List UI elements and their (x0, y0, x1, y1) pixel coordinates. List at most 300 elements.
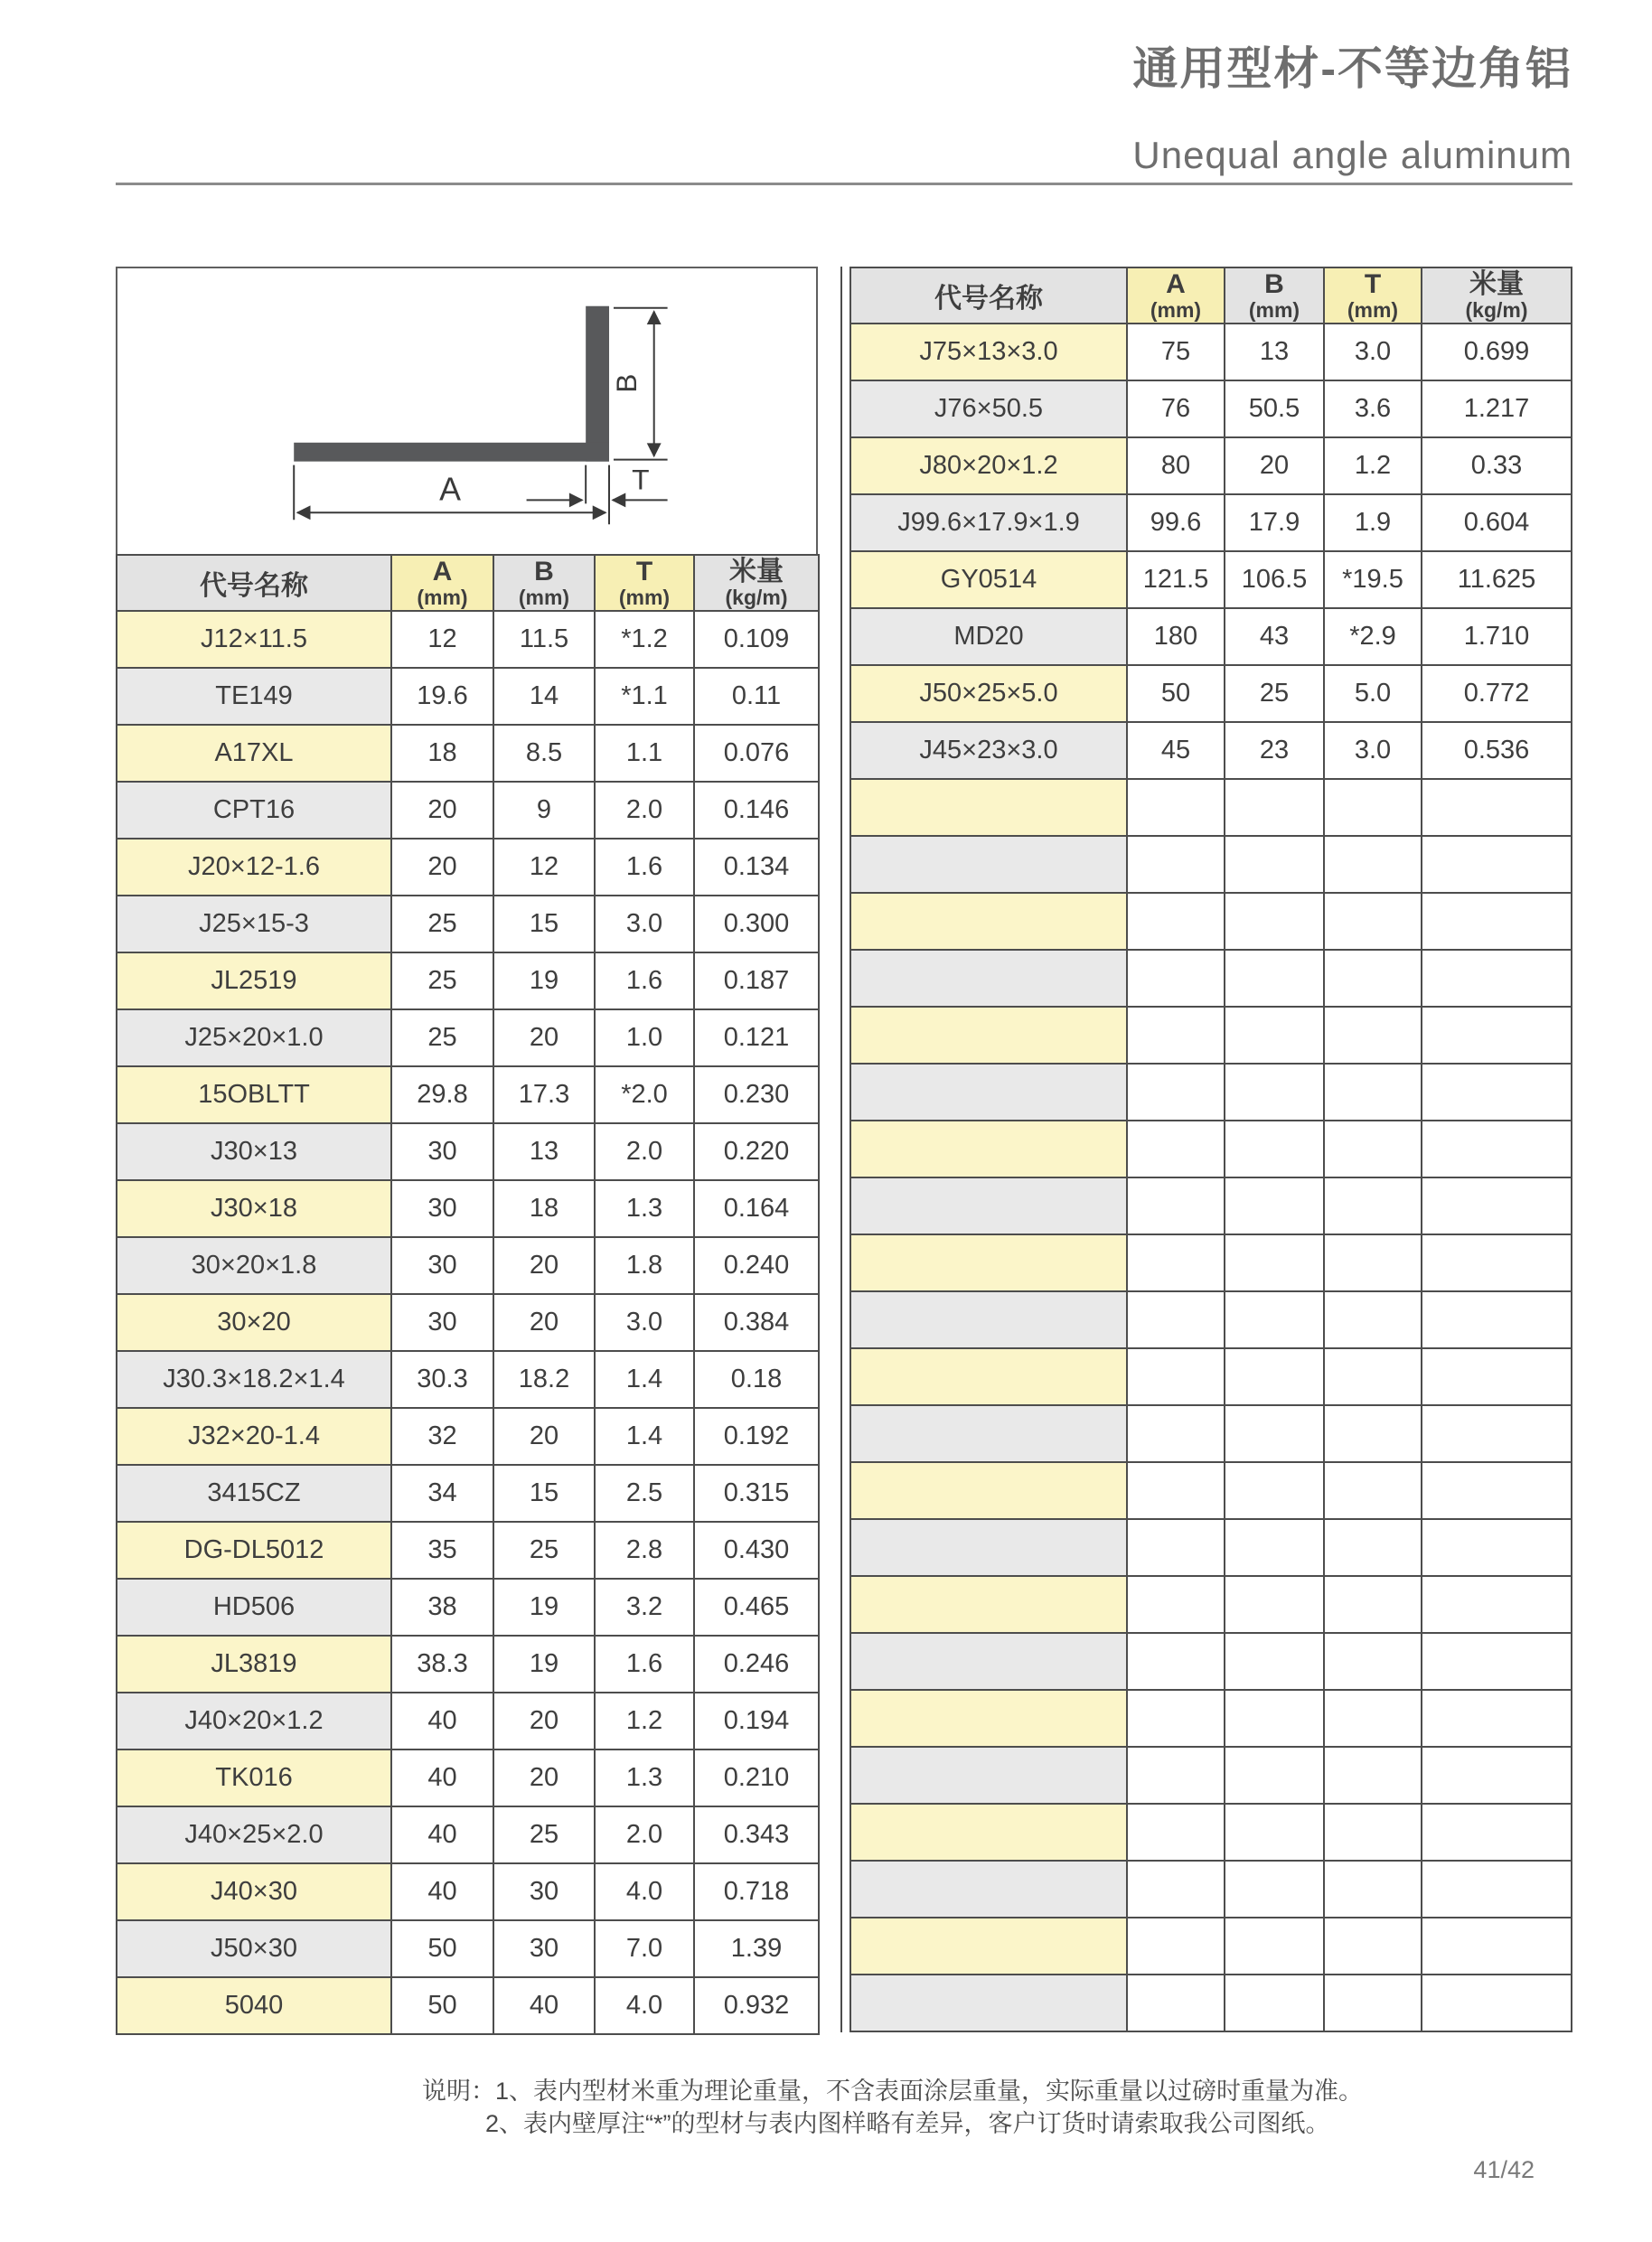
b-value-cell: 12 (493, 839, 595, 896)
a-value-cell: 38 (391, 1579, 493, 1636)
w-value-cell: 0.384 (694, 1294, 819, 1351)
a-value-cell: 180 (1127, 608, 1225, 665)
t-value-cell (1324, 1690, 1422, 1747)
t-value-cell (1324, 1462, 1422, 1519)
a-value-cell: 121.5 (1127, 551, 1225, 608)
a-value-cell: 34 (391, 1465, 493, 1522)
a-value-cell (1127, 1121, 1225, 1177)
profile-code-cell: 15OBLTT (117, 1066, 391, 1123)
table-row (850, 722, 1572, 779)
a-value-cell (1127, 1804, 1225, 1861)
a-value-cell: 30.3 (391, 1351, 493, 1408)
b-value-cell (1225, 836, 1324, 893)
t-value-cell (1324, 1405, 1422, 1462)
b-value-cell: 15 (493, 896, 595, 952)
w-value-cell: 0.121 (694, 1009, 819, 1066)
a-value-cell: 20 (391, 782, 493, 839)
w-value-cell: 0.076 (694, 725, 819, 782)
a-value-cell (1127, 1747, 1225, 1804)
b-value-cell: 20 (493, 1750, 595, 1806)
w-value-cell: 0.932 (694, 1977, 819, 2034)
b-value-cell (1225, 1064, 1324, 1121)
table-row (850, 836, 1572, 893)
table-row (117, 1408, 819, 1465)
w-value-cell (1422, 836, 1572, 893)
table-row (117, 1351, 819, 1408)
profile-code-cell: 3415CZ (117, 1465, 391, 1522)
column-header-name: 代号名称 (117, 555, 391, 611)
a-value-cell (1127, 893, 1225, 950)
profile-code-cell: DG-DL5012 (117, 1522, 391, 1579)
table-row (117, 1180, 819, 1237)
b-value-cell: 25 (493, 1806, 595, 1863)
t-value-cell: 4.0 (595, 1977, 694, 2034)
t-value-cell (1324, 1633, 1422, 1690)
profile-code-cell (850, 1121, 1127, 1177)
profile-code-cell (850, 779, 1127, 836)
profile-table-right (849, 267, 1572, 2032)
profile-code-cell: J40×20×1.2 (117, 1693, 391, 1750)
profile-diagram (116, 267, 818, 556)
t-value-cell (1324, 836, 1422, 893)
a-value-cell: 35 (391, 1522, 493, 1579)
profile-code-cell: J50×25×5.0 (850, 665, 1127, 722)
profile-code-cell (850, 836, 1127, 893)
a-value-cell (1127, 1007, 1225, 1064)
b-value-cell: 20 (493, 1237, 595, 1294)
profile-code-cell: CPT16 (117, 782, 391, 839)
t-value-cell (1324, 1348, 1422, 1405)
profile-code-cell: J20×12-1.6 (117, 839, 391, 896)
b-value-cell (1225, 1861, 1324, 1918)
w-value-cell (1422, 1121, 1572, 1177)
t-value-cell (1324, 1121, 1422, 1177)
b-value-cell: 9 (493, 782, 595, 839)
a-value-cell (1127, 1975, 1225, 2031)
w-value-cell (1422, 1804, 1572, 1861)
w-value-cell (1422, 1064, 1572, 1121)
a-value-cell (1127, 1861, 1225, 1918)
table-row (117, 1693, 819, 1750)
column-header-a: A (mm) (391, 555, 493, 611)
profile-horizontal-leg (294, 443, 609, 462)
a-value-cell: 30 (391, 1294, 493, 1351)
table-row (850, 324, 1572, 380)
w-value-cell: 0.230 (694, 1066, 819, 1123)
profile-code-cell (850, 1064, 1127, 1121)
table-header-row (850, 267, 1572, 324)
w-value-cell: 11.625 (1422, 551, 1572, 608)
a-value-cell: 25 (391, 952, 493, 1009)
profile-code-cell (850, 1177, 1127, 1234)
profile-code-cell (850, 1918, 1127, 1975)
table-row (850, 1007, 1572, 1064)
b-value-cell: 19 (493, 1579, 595, 1636)
table-row (850, 1975, 1572, 2031)
profile-code-cell: J30×18 (117, 1180, 391, 1237)
b-value-cell: 23 (1225, 722, 1324, 779)
a-value-cell: 99.6 (1127, 494, 1225, 551)
column-header-name: 代号名称 (850, 267, 1127, 324)
t-value-cell: 2.0 (595, 1123, 694, 1180)
table-row (117, 1066, 819, 1123)
w-value-cell: 0.699 (1422, 324, 1572, 380)
b-value-cell (1225, 1234, 1324, 1291)
a-value-cell: 80 (1127, 437, 1225, 494)
profile-code-cell (850, 1975, 1127, 2031)
w-value-cell: 1.710 (1422, 608, 1572, 665)
table-row (117, 1009, 819, 1066)
w-value-cell (1422, 1690, 1572, 1747)
profile-code-cell (850, 950, 1127, 1007)
table-row (850, 950, 1572, 1007)
t-value-cell: 7.0 (595, 1920, 694, 1977)
a-value-cell (1127, 1234, 1225, 1291)
w-value-cell (1422, 1861, 1572, 1918)
b-value-cell: 40 (493, 1977, 595, 2034)
note-line-1: 说明：1、表内型材米重为理论重量，不含表面涂层重量，实际重量以过磅时重量为准。 (422, 2078, 1364, 2105)
t-value-cell: 3.0 (595, 1294, 694, 1351)
w-value-cell (1422, 950, 1572, 1007)
w-value-cell: 0.210 (694, 1750, 819, 1806)
table-row (117, 782, 819, 839)
t-value-cell: 1.6 (595, 1636, 694, 1693)
a-value-cell: 40 (391, 1750, 493, 1806)
column-header-weight: 米量 (kg/m) (694, 555, 819, 611)
t-value-cell: 1.6 (595, 839, 694, 896)
t-value-cell: 2.0 (595, 782, 694, 839)
table-header-row (117, 555, 819, 611)
b-value-cell: 17.9 (1225, 494, 1324, 551)
table-row (850, 380, 1572, 437)
table-row (117, 1920, 819, 1977)
b-value-cell: 18.2 (493, 1351, 595, 1408)
t-value-cell: *2.9 (1324, 608, 1422, 665)
a-value-cell (1127, 1918, 1225, 1975)
b-value-cell: 20 (493, 1009, 595, 1066)
w-value-cell: 0.718 (694, 1863, 819, 1920)
w-value-cell: 0.343 (694, 1806, 819, 1863)
a-value-cell: 45 (1127, 722, 1225, 779)
a-value-cell: 50 (1127, 665, 1225, 722)
table-row (117, 1237, 819, 1294)
profile-vertical-leg (586, 306, 609, 462)
b-value-cell: 25 (493, 1522, 595, 1579)
profile-code-cell: J80×20×1.2 (850, 437, 1127, 494)
a-value-cell: 40 (391, 1693, 493, 1750)
profile-code-cell: J99.6×17.9×1.9 (850, 494, 1127, 551)
profile-code-cell: J75×13×3.0 (850, 324, 1127, 380)
t-value-cell: 1.1 (595, 725, 694, 782)
a-value-cell: 29.8 (391, 1066, 493, 1123)
profile-code-cell (850, 1519, 1127, 1576)
w-value-cell (1422, 1747, 1572, 1804)
profile-code-cell: TK016 (117, 1750, 391, 1806)
table-row (850, 1576, 1572, 1633)
t-value-cell: 3.0 (1324, 324, 1422, 380)
table-row (850, 494, 1572, 551)
profile-code-cell: J30.3×18.2×1.4 (117, 1351, 391, 1408)
table-row (117, 1977, 819, 2034)
a-value-cell: 50 (391, 1977, 493, 2034)
table-row (850, 1234, 1572, 1291)
a-value-cell (1127, 1462, 1225, 1519)
profile-code-cell: J25×15-3 (117, 896, 391, 952)
t-value-cell: 1.4 (595, 1408, 694, 1465)
b-value-cell: 18 (493, 1180, 595, 1237)
t-value-cell: 3.0 (595, 896, 694, 952)
dim-a-label: A (439, 471, 462, 508)
profile-table-left (116, 554, 820, 2035)
table-row (850, 1348, 1572, 1405)
profile-code-cell (850, 1747, 1127, 1804)
b-value-cell (1225, 1462, 1324, 1519)
b-value-cell: 43 (1225, 608, 1324, 665)
b-value-cell: 20 (1225, 437, 1324, 494)
w-value-cell: 0.146 (694, 782, 819, 839)
a-value-cell (1127, 950, 1225, 1007)
profile-code-cell: J76×50.5 (850, 380, 1127, 437)
profile-code-cell (850, 1348, 1127, 1405)
w-value-cell: 0.11 (694, 668, 819, 725)
w-value-cell: 0.192 (694, 1408, 819, 1465)
a-value-cell (1127, 1519, 1225, 1576)
b-value-cell: 8.5 (493, 725, 595, 782)
b-value-cell: 17.3 (493, 1066, 595, 1123)
w-value-cell: 0.300 (694, 896, 819, 952)
t-value-cell: 3.0 (1324, 722, 1422, 779)
profile-code-cell: J30×13 (117, 1123, 391, 1180)
t-value-cell (1324, 1007, 1422, 1064)
table-row (117, 1636, 819, 1693)
b-value-cell: 14 (493, 668, 595, 725)
a-value-cell: 19.6 (391, 668, 493, 725)
profile-code-cell: J32×20-1.4 (117, 1408, 391, 1465)
table-row (850, 1177, 1572, 1234)
a-value-cell: 38.3 (391, 1636, 493, 1693)
w-value-cell (1422, 1234, 1572, 1291)
table-row (117, 1863, 819, 1920)
table-row (850, 1918, 1572, 1975)
profile-code-cell (850, 1804, 1127, 1861)
profile-code-cell (850, 1007, 1127, 1064)
w-value-cell: 0.18 (694, 1351, 819, 1408)
table-row (117, 1465, 819, 1522)
profile-code-cell: 5040 (117, 1977, 391, 2034)
column-header-b: B (mm) (493, 555, 595, 611)
b-value-cell (1225, 1633, 1324, 1690)
a-value-cell (1127, 1576, 1225, 1633)
profile-code-cell: J12×11.5 (117, 611, 391, 668)
a-value-cell (1127, 1690, 1225, 1747)
column-header-t: T (mm) (595, 555, 694, 611)
a-value-cell: 30 (391, 1180, 493, 1237)
table-row (850, 779, 1572, 836)
a-value-cell (1127, 1064, 1225, 1121)
table-row (117, 896, 819, 952)
t-value-cell: 1.2 (1324, 437, 1422, 494)
profile-code-cell (850, 893, 1127, 950)
t-value-cell (1324, 1804, 1422, 1861)
b-value-cell: 11.5 (493, 611, 595, 668)
b-value-cell: 15 (493, 1465, 595, 1522)
profile-code-cell: HD506 (117, 1579, 391, 1636)
t-value-cell (1324, 1918, 1422, 1975)
b-value-cell: 30 (493, 1920, 595, 1977)
profile-code-cell: J40×30 (117, 1863, 391, 1920)
table-row (850, 1121, 1572, 1177)
a-value-cell (1127, 1633, 1225, 1690)
b-value-cell: 50.5 (1225, 380, 1324, 437)
header-divider (116, 183, 1572, 185)
t-value-cell (1324, 1861, 1422, 1918)
profile-code-cell: JL3819 (117, 1636, 391, 1693)
dim-t-label: T (632, 463, 650, 496)
table-row (117, 1806, 819, 1863)
angle-profile-drawing (117, 268, 816, 554)
table-row (117, 839, 819, 896)
b-value-cell (1225, 1804, 1324, 1861)
table-row (117, 1123, 819, 1180)
t-value-cell (1324, 1747, 1422, 1804)
w-value-cell: 0.194 (694, 1693, 819, 1750)
page-subtitle: Unequal angle aluminum (1132, 134, 1572, 176)
t-value-cell (1324, 1291, 1422, 1348)
a-value-cell (1127, 1348, 1225, 1405)
t-value-cell: 1.3 (595, 1750, 694, 1806)
column-header-a: A (mm) (1127, 267, 1225, 324)
a-value-cell (1127, 1177, 1225, 1234)
table-row (850, 1747, 1572, 1804)
note-line-2: 2、表内壁厚注“*”的型材与表内图样略有差异，客户订货时请索取我公司图纸。 (485, 2110, 1330, 2137)
w-value-cell: 0.187 (694, 952, 819, 1009)
table-row (850, 1405, 1572, 1462)
a-value-cell: 40 (391, 1806, 493, 1863)
profile-code-cell: A17XL (117, 725, 391, 782)
profile-code-cell: TE149 (117, 668, 391, 725)
a-value-cell: 30 (391, 1237, 493, 1294)
t-value-cell: 4.0 (595, 1863, 694, 1920)
w-value-cell: 0.430 (694, 1522, 819, 1579)
w-value-cell: 0.134 (694, 839, 819, 896)
table-row (117, 1294, 819, 1351)
w-value-cell: 0.33 (1422, 437, 1572, 494)
w-value-cell: 0.536 (1422, 722, 1572, 779)
table-row (117, 725, 819, 782)
table-row (850, 1462, 1572, 1519)
b-value-cell: 19 (493, 1636, 595, 1693)
w-value-cell: 1.217 (1422, 380, 1572, 437)
profile-code-cell: J40×25×2.0 (117, 1806, 391, 1863)
table-row (117, 1579, 819, 1636)
a-value-cell (1127, 836, 1225, 893)
profile-code-cell (850, 1462, 1127, 1519)
b-value-cell (1225, 1690, 1324, 1747)
t-value-cell: 1.6 (595, 952, 694, 1009)
profile-code-cell: JL2519 (117, 952, 391, 1009)
b-value-cell (1225, 1348, 1324, 1405)
profile-table-right-wrap (840, 267, 1572, 2032)
a-value-cell: 30 (391, 1123, 493, 1180)
w-value-cell: 0.246 (694, 1636, 819, 1693)
w-value-cell (1422, 1633, 1572, 1690)
a-value-cell: 12 (391, 611, 493, 668)
a-value-cell (1127, 1405, 1225, 1462)
t-value-cell (1324, 950, 1422, 1007)
w-value-cell (1422, 1462, 1572, 1519)
t-value-cell (1324, 779, 1422, 836)
w-value-cell: 0.465 (694, 1579, 819, 1636)
b-value-cell: 20 (493, 1693, 595, 1750)
t-value-cell (1324, 1519, 1422, 1576)
t-value-cell: 3.6 (1324, 380, 1422, 437)
t-value-cell: 3.2 (595, 1579, 694, 1636)
table-row (850, 1519, 1572, 1576)
table-row (850, 665, 1572, 722)
w-value-cell (1422, 1576, 1572, 1633)
b-value-cell: 20 (493, 1294, 595, 1351)
a-value-cell: 25 (391, 1009, 493, 1066)
t-value-cell: 1.2 (595, 1693, 694, 1750)
t-value-cell: *1.2 (595, 611, 694, 668)
w-value-cell (1422, 1177, 1572, 1234)
table-row (850, 893, 1572, 950)
t-value-cell: 1.9 (1324, 494, 1422, 551)
w-value-cell: 0.109 (694, 611, 819, 668)
profile-code-cell (850, 1405, 1127, 1462)
profile-code-cell (850, 1291, 1127, 1348)
t-value-cell: 1.3 (595, 1180, 694, 1237)
t-value-cell (1324, 1576, 1422, 1633)
a-value-cell: 40 (391, 1863, 493, 1920)
a-value-cell: 32 (391, 1408, 493, 1465)
a-value-cell: 18 (391, 725, 493, 782)
b-value-cell (1225, 1747, 1324, 1804)
table-row (850, 1633, 1572, 1690)
column-header-b: B (mm) (1225, 267, 1324, 324)
a-value-cell: 20 (391, 839, 493, 896)
b-value-cell (1225, 1918, 1324, 1975)
t-value-cell (1324, 1177, 1422, 1234)
profile-code-cell (850, 1690, 1127, 1747)
column-header-t: T (mm) (1324, 267, 1422, 324)
t-value-cell: 2.0 (595, 1806, 694, 1863)
b-value-cell (1225, 1177, 1324, 1234)
t-value-cell: 5.0 (1324, 665, 1422, 722)
b-value-cell (1225, 1975, 1324, 2031)
t-value-cell: 1.8 (595, 1237, 694, 1294)
b-value-cell (1225, 1405, 1324, 1462)
a-value-cell (1127, 779, 1225, 836)
w-value-cell (1422, 779, 1572, 836)
t-value-cell (1324, 1975, 1422, 2031)
b-value-cell: 25 (1225, 665, 1324, 722)
b-value-cell: 13 (1225, 324, 1324, 380)
profile-code-cell (850, 1861, 1127, 1918)
profile-code-cell: GY0514 (850, 551, 1127, 608)
profile-code-cell (850, 1576, 1127, 1633)
b-value-cell (1225, 950, 1324, 1007)
table-row (117, 952, 819, 1009)
a-value-cell (1127, 1291, 1225, 1348)
table-row (850, 437, 1572, 494)
table-row (850, 1804, 1572, 1861)
profile-code-cell: J50×30 (117, 1920, 391, 1977)
table-row (850, 1291, 1572, 1348)
w-value-cell: 0.604 (1422, 494, 1572, 551)
table-row (850, 1861, 1572, 1918)
b-value-cell (1225, 1576, 1324, 1633)
